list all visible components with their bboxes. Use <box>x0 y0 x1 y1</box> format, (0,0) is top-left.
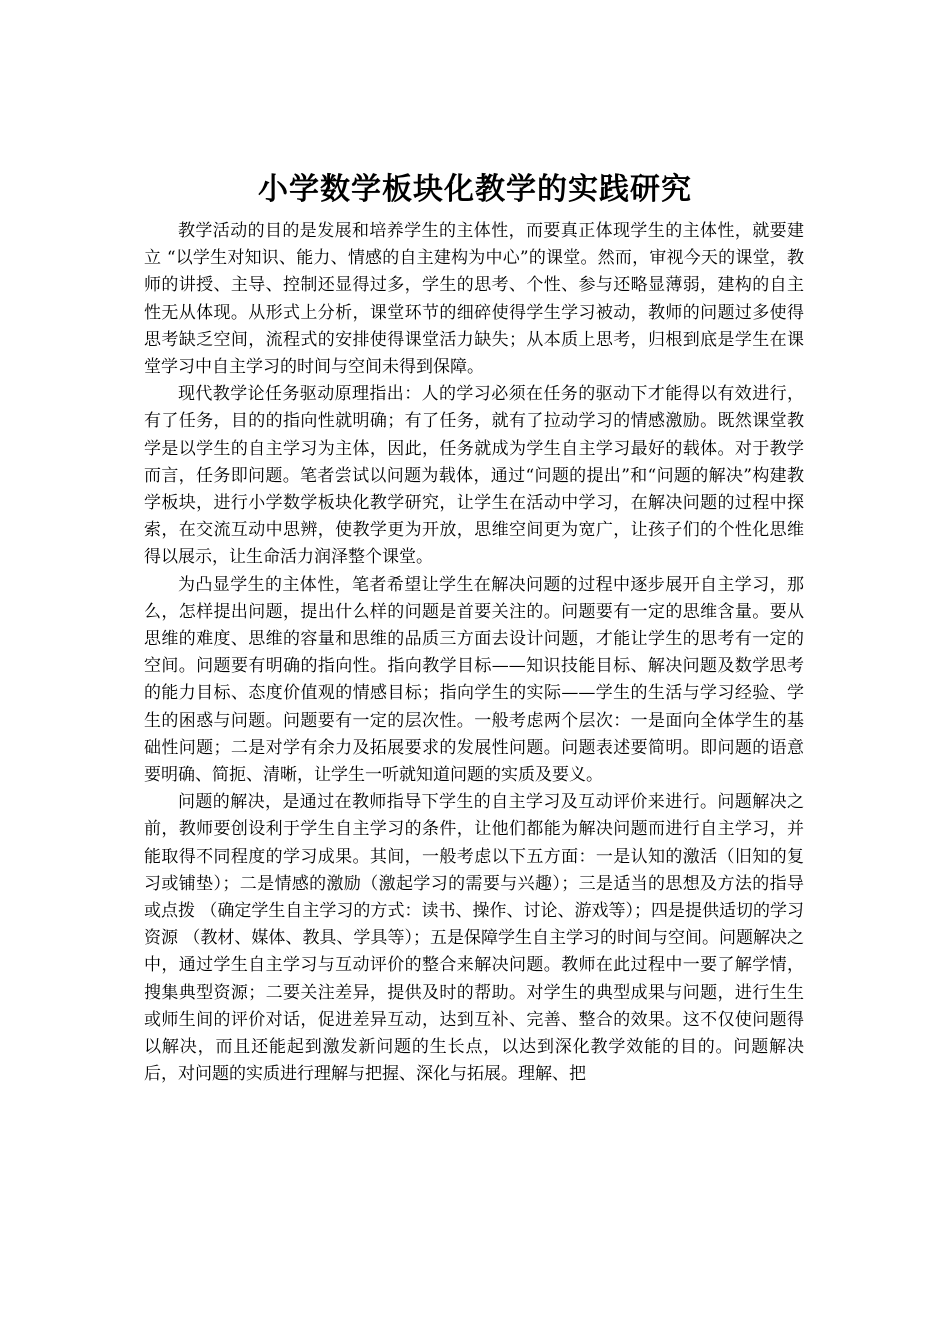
paragraph-3: 为凸显学生的主体性，笔者希望让学生在解决问题的过程中逐步展开自主学习，那么，怎样提出问题，提出什么样的问题是首要关注的。问题要有一定的思维含量。要从思维的难度、思维的容量和思维的品质三方面去设计问题，才能让学生的思考有一定的空间。问题要有明确的指向性。指向教学目标——知识技能目标、解决问题及数学思考的能力目标、态度价值观的情感目标；指向学生的实际——学生的生活与学习经验、学生的困惑与问题。问题要有一定的层次性。一般考虑两个层次：一是面向全体学生的基础性问题；二是对学有余力及拓展要求的发展性问题。问题表述要简明。即问题的语意要明确、简扼、清晰，让学生一听就知道问题的实质及要义。 <box>144 574 804 786</box>
paragraph-1: 教学活动的目的是发展和培养学生的主体性，而要真正体现学生的主体性，就要建立 “以学生对知识、能力、情感的自主建构为中心”的课堂。然而，审视今天的课堂，教师的讲授、主导、控制还显得过多，学生的思考、个性、参与还略显薄弱，建构的自主性无从体现。从形式上分析，课堂环节的细碎使得学生学习被动，教师的问题过多使得思考缺乏空间，流程式的安排使得课堂活力缺失；从本质上思考，归根到底是学生在课堂学习中自主学习的时间与空间未得到保障。 <box>144 221 804 378</box>
document-body <box>144 218 804 1089</box>
document-title: 小学数学板块化教学的实践研究 <box>258 172 692 208</box>
paragraph-2: 现代教学论任务驱动原理指出：人的学习必须在任务的驱动下才能得以有效进行，有了任务，目的的指向性就明确；有了任务，就有了拉动学习的情感激励。既然课堂教学是以学生的自主学习为主体，因此，任务就成为学生自主学习最好的载体。对于教学而言，任务即问题。笔者尝试以问题为载体，通过“问题的提出”和“问题的解决”构建教学板块，进行小学数学板块化教学研究，让学生在活动中学习，在解决问题的过程中探索，在交流互动中思辨，使教学更为开放，思维空间更为宽广，让孩子们的个性化思维得以展示，让生命活力润泽整个课堂。 <box>144 384 804 568</box>
paragraph-4: 问题的解决，是通过在教师指导下学生的自主学习及互动评价来进行。问题解决之前，教师要创设利于学生自主学习的条件，让他们都能为解决问题而进行自主学习，并能取得不同程度的学习成果。其间，一般考虑以下五方面：一是认知的激活（旧知的复习或铺垫）；二是情感的激励（激起学习的需要与兴趣）；三是适当的思想及方法的指导或点拨 （确定学生自主学习的方式：读书、操作、讨论、游戏等）；四是提供适切的学习资源 （教材、媒体、教具、学具等）；五是保障学生自主学习的时间与空间。问题解决之中，通过学生自主学习与互动评价的整合来解决问题。教师在此过程中一要了解学情，搜集典型资源；二要关注差异，提供及时的帮助。对学生的典型成果与问题，进行生生或师生间的评价对话，促进差异互动，达到互补、完善、整合的效果。这不仅使问题得以解决，而且还能起到激发新问题的生长点，以达到深化教学效能的目的。问题解决后，对问题的实质进行理解与把握、深化与拓展。理解、把 <box>144 792 804 1085</box>
